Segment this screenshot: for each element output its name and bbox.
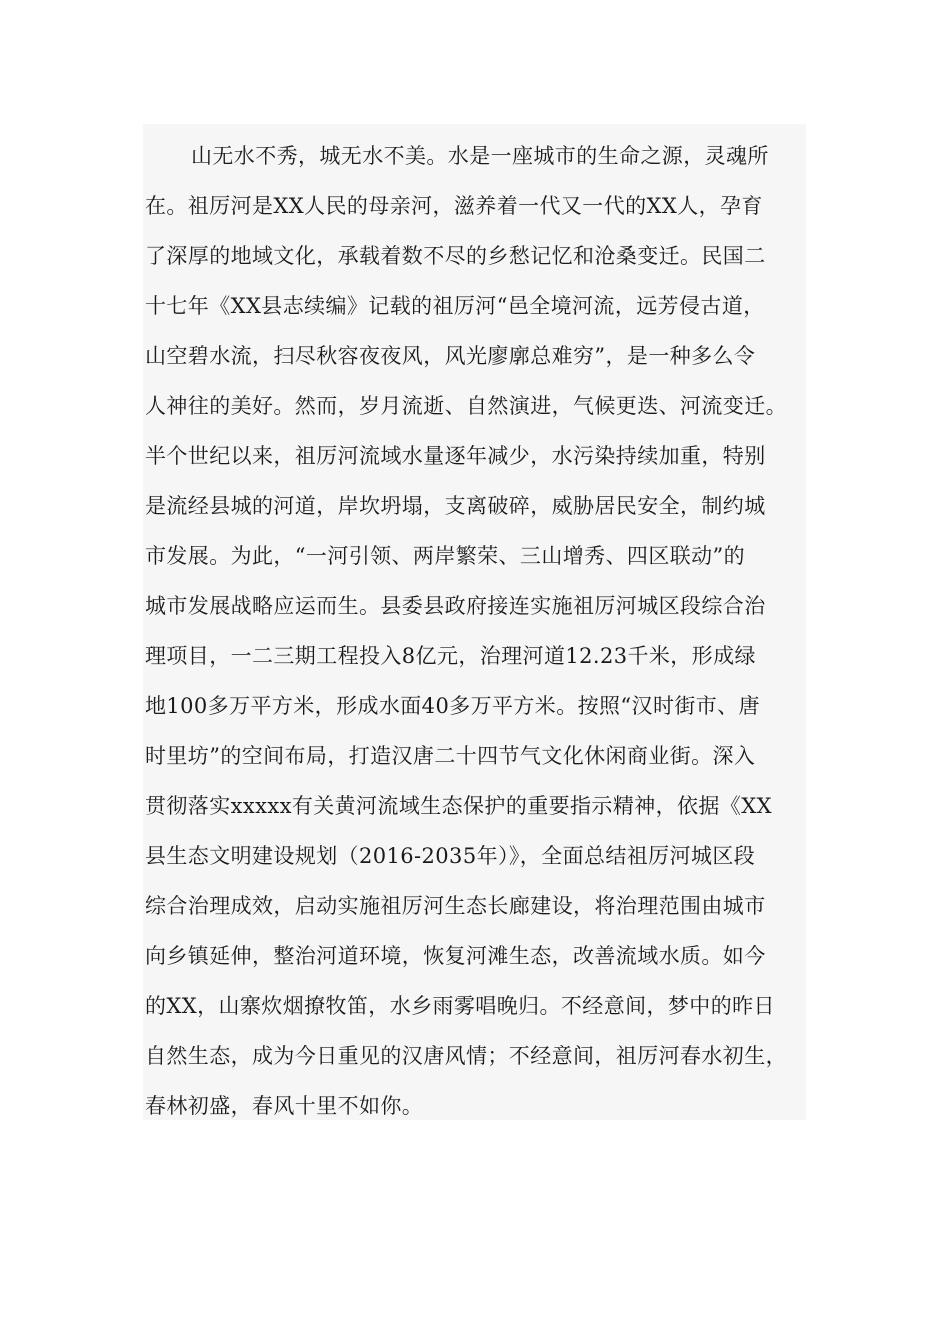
paragraph-line-8: 是流经县城的河道，岸坎坍塌，支离破碎，威胁居民安全，制约城: [145, 494, 766, 518]
paragraph-line-18: 的XX，山寨炊烟撩牧笛，水乡雨雾唱晚归。不经意间，梦中的昨日: [145, 994, 775, 1018]
paragraph-line-15: 县生态文明建设规划（2016-2035年）》，全面总结祖厉河城区段: [145, 844, 756, 868]
paragraph-line-16: 综合治理成效，启动实施祖厉河生态长廊建设，将治理范围由城市: [145, 894, 766, 918]
paragraph-line-17: 向乡镇延伸，整治河道环境，恢复河滩生态，改善流域水质。如今: [145, 944, 766, 968]
paragraph-block: [143, 124, 806, 1120]
paragraph-line-4: 十七年《XX县志续编》记载的祖厉河“邑全境河流，远芳侵古道，: [145, 294, 765, 318]
paragraph-line-1: 山无水不秀，城无水不美。水是一座城市的生命之源，灵魂所: [191, 144, 769, 168]
paragraph-line-19: 自然生态，成为今日重见的汉唐风情；不经意间，祖厉河春水初生，: [145, 1044, 787, 1068]
paragraph-line-13: 时里坊”的空间布局，打造汉唐二十四节气文化休闲商业街。深入: [145, 744, 756, 768]
paragraph-line-3: 了深厚的地域文化，承载着数不尽的乡愁记忆和沧桑变迁。民国二: [145, 244, 766, 268]
paragraph-line-2: 在。祖厉河是XX人民的母亲河，滋养着一代又一代的XX人，孕育: [145, 194, 763, 218]
paragraph-line-5: 山空碧水流，扫尽秋容夜夜风，风光廖廓总难穷”，是一种多么令: [145, 344, 756, 368]
paragraph-line-6: 人神往的美好。然而，岁月流逝、自然演进，气候更迭、河流变迁。: [145, 394, 787, 418]
paragraph-line-12: 地100多万平方米，形成水面40多万平方米。按照“汉时街市、唐: [145, 694, 760, 718]
paragraph-line-20: 春林初盛，春风十里不如你。: [145, 1094, 424, 1118]
paragraph-line-11: 理项目，一二三期工程投入8亿元，治理河道12.23千米，形成绿: [145, 644, 756, 668]
paragraph-line-14: 贯彻落实xxxxx有关黄河流域生态保护的重要指示精神，依据《XX: [145, 794, 772, 818]
paragraph-line-7: 半个世纪以来，祖厉河流域水量逐年减少，水污染持续加重，特别: [145, 444, 766, 468]
paragraph-line-10: 城市发展战略应运而生。县委县政府接连实施祖厉河城区段综合治: [145, 594, 766, 618]
paragraph-line-9: 市发展。为此，“一河引领、两岸繁荣、三山增秀、四区联动”的: [145, 544, 746, 568]
